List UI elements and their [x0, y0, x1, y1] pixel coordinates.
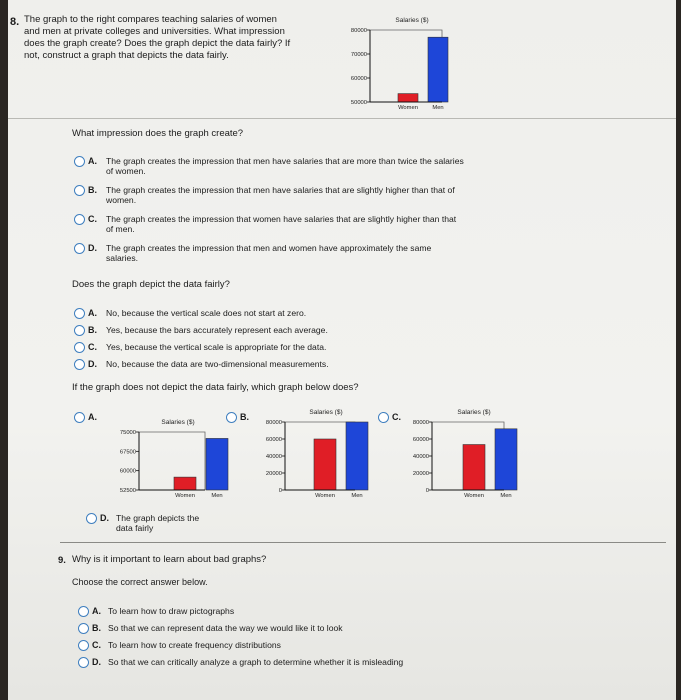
- part2-option-c-radio[interactable]: [74, 342, 85, 353]
- y-tick-label: 80000: [412, 420, 429, 426]
- part2-prompt: Does the graph depict the data fairly?: [72, 279, 230, 290]
- x-category-label: Women: [398, 105, 418, 111]
- part3-option-d-letter: D.: [100, 513, 109, 523]
- y-tick-label: 75000: [119, 430, 136, 436]
- q9-option-b-radio[interactable]: [78, 623, 89, 634]
- question-8-line: does the graph create? Does the graph depict the data fairly? If: [24, 38, 291, 49]
- part3-option-d-radio[interactable]: [86, 513, 97, 524]
- part1-option-d-letter: D.: [88, 243, 97, 253]
- part1-option-a-letter: A.: [88, 156, 97, 166]
- part2-option-b-letter: B.: [88, 325, 97, 335]
- y-tick-label: 40000: [265, 454, 282, 460]
- chart-title: Salaries ($): [395, 17, 429, 24]
- y-tick-label: 60000: [350, 76, 367, 82]
- option-line: women.: [106, 195, 137, 205]
- q9-option-c-letter: C.: [92, 640, 101, 650]
- part2-option-a-text[interactable]: No, because the vertical scale does not start at zero.: [106, 308, 307, 318]
- part2-option-a-letter: A.: [88, 308, 97, 318]
- salary-chart-main: [348, 12, 458, 110]
- bar-women: [174, 477, 196, 490]
- salary-chart-option-b[interactable]: [253, 406, 363, 506]
- y-tick-label: 80000: [350, 28, 367, 34]
- part3-option-d-text[interactable]: [116, 513, 199, 533]
- part1-option-d-text[interactable]: [106, 243, 431, 263]
- q9-option-a-radio[interactable]: [78, 606, 89, 617]
- option-line: The graph creates the impression that men and women have approximately the same: [106, 243, 432, 253]
- option-line: salaries.: [106, 253, 138, 263]
- question-8-line: and men at private colleges and universities. What impression: [24, 26, 285, 37]
- salary-chart-option-a[interactable]: [103, 410, 223, 510]
- option-line: The graph creates the impression that men have salaries that are more than twice the salaries: [106, 156, 464, 166]
- divider: [8, 118, 676, 119]
- x-category-label: Women: [315, 493, 335, 499]
- x-category-label: Men: [432, 105, 444, 111]
- bar-women: [314, 439, 336, 490]
- chart-title: Salaries ($): [161, 419, 195, 426]
- q9-option-b-letter: B.: [92, 623, 101, 633]
- worksheet: [8, 0, 676, 700]
- option-line: The graph creates the impression that women have salaries that are slightly higher than that: [106, 214, 457, 224]
- y-tick-label: 60000: [412, 437, 429, 443]
- q9-option-d-text[interactable]: So that we can critically analyze a graph to determine whether it is misleading: [108, 657, 404, 667]
- part2-option-d-text[interactable]: No, because the data are two-dimensional measurements.: [106, 359, 329, 369]
- y-tick-label: 52500: [119, 488, 136, 494]
- y-tick-label: 67500: [119, 449, 136, 456]
- question-9-text: Why is it important to learn about bad graphs?: [72, 554, 267, 565]
- q9-option-d-letter: D.: [92, 657, 101, 667]
- part1-option-b-text[interactable]: [106, 185, 455, 205]
- bar-women: [463, 445, 485, 490]
- divider: [60, 542, 666, 543]
- chart-title: Salaries ($): [457, 409, 491, 416]
- part1-option-c-radio[interactable]: [74, 214, 85, 225]
- part3-option-b-radio[interactable]: [226, 412, 237, 423]
- q9-option-a-letter: A.: [92, 606, 101, 616]
- part2-option-b-radio[interactable]: [74, 325, 85, 336]
- option-line: of women.: [106, 166, 146, 176]
- q9-option-a-text[interactable]: To learn how to draw pictographs: [108, 606, 235, 616]
- part1-option-a-radio[interactable]: [74, 156, 85, 167]
- part1-option-a-text[interactable]: [106, 156, 464, 176]
- bar-men: [206, 438, 228, 490]
- salary-chart-option-c[interactable]: [400, 406, 512, 506]
- part1-prompt: What impression does the graph create?: [72, 128, 244, 139]
- part1-option-d-radio[interactable]: [74, 243, 85, 254]
- x-category-label: Men: [500, 493, 512, 499]
- option-line: data fairly: [116, 523, 154, 533]
- part2-option-d-letter: D.: [88, 359, 97, 369]
- y-tick-label: 60000: [265, 437, 282, 443]
- y-tick-label: 20000: [412, 471, 429, 477]
- part1-option-b-letter: B.: [88, 185, 97, 195]
- part1-option-b-radio[interactable]: [74, 185, 85, 196]
- bar-men: [495, 429, 517, 490]
- x-category-label: Men: [211, 493, 223, 499]
- option-line: of men.: [106, 224, 135, 234]
- option-line: The graph creates the impression that men have salaries that are slightly higher than that of: [106, 185, 455, 195]
- y-tick-label: 80000: [265, 420, 282, 426]
- question-8-text: [24, 14, 309, 62]
- y-tick-label: 50000: [350, 100, 367, 106]
- part3-prompt: If the graph does not depict the data fairly, which graph below does?: [72, 382, 359, 393]
- part2-option-c-letter: C.: [88, 342, 97, 352]
- chart-title: Salaries ($): [309, 409, 343, 416]
- option-line: The graph depicts the: [116, 513, 200, 523]
- bar-women: [398, 94, 418, 102]
- part3-option-c-radio[interactable]: [378, 412, 389, 423]
- part1-option-c-text[interactable]: [106, 214, 456, 234]
- y-tick-label: 40000: [412, 454, 429, 460]
- x-category-label: Women: [464, 493, 484, 499]
- part2-option-b-text[interactable]: Yes, because the bars accurately represent each average.: [106, 325, 328, 335]
- q9-option-c-text[interactable]: To learn how to create frequency distributions: [108, 640, 281, 650]
- question-8-line: The graph to the right compares teaching salaries of women: [24, 14, 277, 25]
- question-8-number: 8.: [10, 16, 20, 28]
- part3-option-c-letter: C.: [392, 412, 401, 422]
- part3-option-a-letter: A.: [88, 412, 97, 422]
- part2-option-c-text[interactable]: Yes, because the vertical scale is appropriate for the data.: [106, 342, 327, 352]
- x-category-label: Women: [175, 493, 195, 499]
- y-tick-label: 0: [278, 488, 282, 494]
- part2-option-d-radio[interactable]: [74, 359, 85, 370]
- part2-option-a-radio[interactable]: [74, 308, 85, 319]
- y-tick-label: 0: [425, 488, 429, 494]
- part1-option-c-letter: C.: [88, 214, 97, 224]
- part3-option-a-radio[interactable]: [74, 412, 85, 423]
- question-9-number: 9.: [58, 555, 66, 566]
- q9-option-c-radio[interactable]: [78, 640, 89, 651]
- q9-option-b-text[interactable]: So that we can represent data the way we would like it to look: [108, 623, 343, 633]
- bar-men: [346, 422, 368, 490]
- question-9-prompt: Choose the correct answer below.: [72, 577, 208, 587]
- y-tick-label: 70000: [350, 52, 367, 58]
- question-8-line: not, construct a graph that depicts the data fairly.: [24, 50, 229, 61]
- bar-men: [428, 37, 448, 102]
- y-tick-label: 60000: [119, 468, 136, 475]
- part3-option-b-letter: B.: [240, 412, 249, 422]
- y-tick-label: 20000: [265, 471, 282, 477]
- x-category-label: Men: [351, 493, 363, 499]
- q9-option-d-radio[interactable]: [78, 657, 89, 668]
